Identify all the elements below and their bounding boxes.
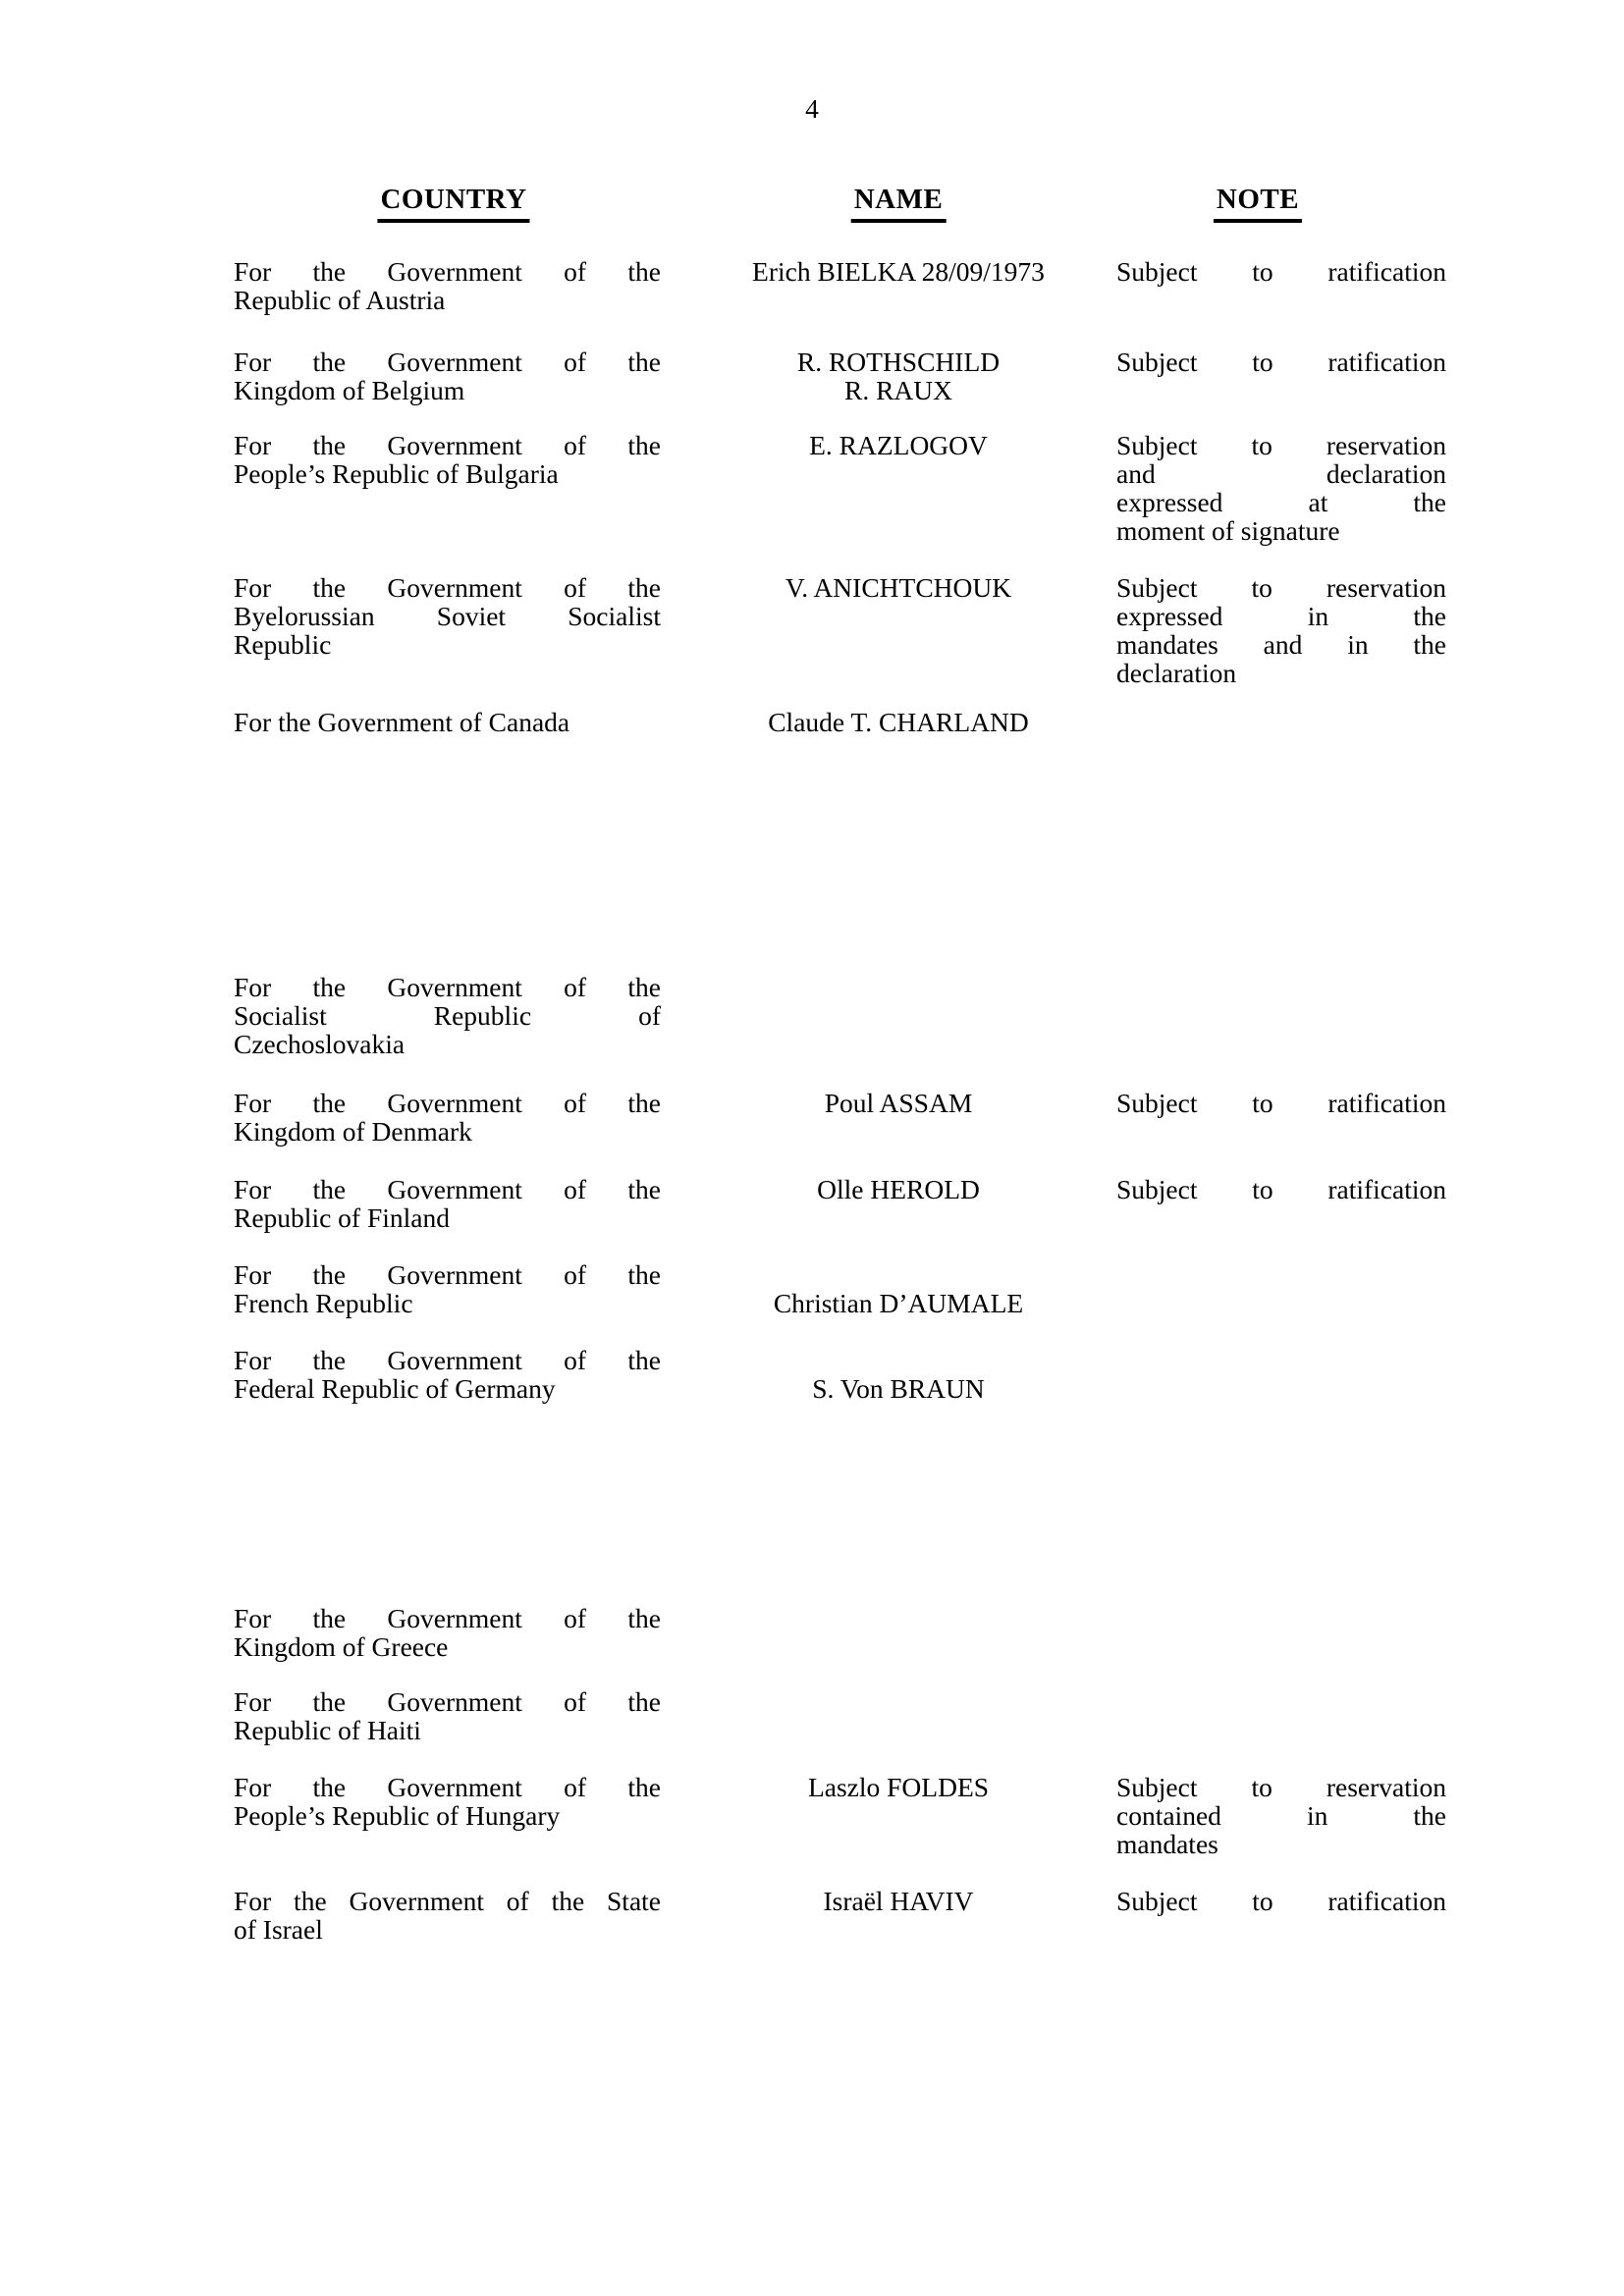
country-cell xyxy=(234,257,661,314)
country-line: People’s Republic of Bulgaria xyxy=(234,458,559,489)
country-line: For the Government of the xyxy=(234,347,661,377)
country-cell xyxy=(234,1687,661,1744)
signatory-name-line: R. ROTHSCHILD xyxy=(796,347,1001,377)
country-line: Byelorussian Soviet Socialist xyxy=(234,601,661,631)
country-line: For the Government of Canada xyxy=(234,707,570,737)
country-line: For the Government of the xyxy=(234,1088,661,1118)
country-line: For the Government of the xyxy=(234,256,661,287)
country-cell xyxy=(234,347,661,404)
column-header-name: NAME xyxy=(851,186,947,223)
country-line: Republic of Finland xyxy=(234,1202,450,1233)
country-line: Federal Republic of Germany xyxy=(234,1373,556,1404)
country-cell xyxy=(234,1604,661,1661)
signatory-name-line: Christian D’AUMALE xyxy=(773,1288,1024,1318)
note-cell xyxy=(1116,1089,1446,1117)
name-cell xyxy=(697,1175,1100,1203)
note-line: mandates and in the xyxy=(1116,629,1446,660)
note-line: contained in the xyxy=(1116,1800,1446,1831)
country-cell xyxy=(234,973,661,1058)
country-line: Kingdom of Greece xyxy=(234,1631,449,1662)
country-line: For the Government of the xyxy=(234,1259,661,1290)
country-cell xyxy=(234,1773,661,1830)
country-cell xyxy=(234,1260,661,1317)
note-line: moment of signature xyxy=(1116,515,1340,546)
country-line: Republic xyxy=(234,629,332,660)
note-cell xyxy=(1116,1773,1446,1858)
note-line: and declaration xyxy=(1116,458,1446,489)
note-cell xyxy=(1116,347,1446,376)
name-cell xyxy=(697,257,1100,286)
country-cell xyxy=(234,708,661,736)
column-header-note: NOTE xyxy=(1214,186,1302,223)
signatory-name-line: Laszlo FOLDES xyxy=(807,1772,990,1802)
note-line: Subject to reservation xyxy=(1116,572,1446,603)
note-line: expressed in the xyxy=(1116,601,1446,631)
note-line: Subject to ratification xyxy=(1116,1088,1446,1118)
note-line: Subject to reservation xyxy=(1116,1772,1446,1802)
signatory-name-line: E. RAZLOGOV xyxy=(809,430,988,460)
country-line: For the Government of the xyxy=(234,1603,661,1633)
note-line: declaration xyxy=(1116,658,1237,688)
signatory-name-line: Erich BIELKA 28/09/1973 xyxy=(752,256,1045,287)
name-cell xyxy=(697,1773,1100,1801)
note-line: Subject to ratification xyxy=(1116,256,1446,287)
country-cell xyxy=(234,431,661,488)
country-cell xyxy=(234,1346,661,1403)
name-cell xyxy=(697,1346,1100,1403)
name-cell xyxy=(697,431,1100,459)
signatory-name-line: R. RAUX xyxy=(843,375,952,405)
country-line: For the Government of the State xyxy=(234,1886,661,1916)
country-line: French Republic xyxy=(234,1288,413,1318)
country-line: Kingdom of Belgium xyxy=(234,375,465,405)
country-line: People’s Republic of Hungary xyxy=(234,1800,561,1831)
signatory-name-line: Claude T. CHARLAND xyxy=(768,707,1029,737)
country-line: For the Government of the xyxy=(234,1345,661,1375)
name-cell xyxy=(697,1260,1100,1317)
signatory-name-line: Israël HAVIV xyxy=(823,1886,974,1916)
note-line: expressed at the xyxy=(1116,487,1446,517)
note-cell xyxy=(1116,1887,1446,1915)
country-line: For the Government of the xyxy=(234,1686,661,1717)
country-cell xyxy=(234,1089,661,1146)
country-line: Czechoslovakia xyxy=(234,1029,406,1059)
country-line: of Israel xyxy=(234,1914,323,1945)
column-header-country: COUNTRY xyxy=(377,186,529,223)
country-line: Kingdom of Denmark xyxy=(234,1116,472,1147)
name-cell xyxy=(697,708,1100,736)
note-cell xyxy=(1116,431,1446,545)
name-cell xyxy=(697,1089,1100,1117)
signatory-name-line: S. Von BRAUN xyxy=(812,1373,985,1404)
note-line: Subject to ratification xyxy=(1116,1174,1446,1204)
country-line: Socialist Republic of xyxy=(234,1000,661,1031)
note-cell xyxy=(1116,1175,1446,1203)
country-cell xyxy=(234,573,661,659)
name-cell xyxy=(697,573,1100,602)
note-cell xyxy=(1116,573,1446,687)
country-line: For the Government of the xyxy=(234,572,661,603)
table-header-row xyxy=(0,186,1624,225)
country-cell xyxy=(234,1887,661,1944)
note-line: Subject to ratification xyxy=(1116,1886,1446,1916)
country-line: For the Government of the xyxy=(234,430,661,460)
page-number: 4 xyxy=(805,93,819,124)
country-line: For the Government of the xyxy=(234,1772,661,1802)
note-cell xyxy=(1116,257,1446,286)
name-cell xyxy=(697,1887,1100,1915)
country-line: For the Government of the xyxy=(234,972,661,1002)
note-line: mandates xyxy=(1116,1829,1218,1859)
signatory-name-line: Olle HEROLD xyxy=(817,1174,980,1204)
signatory-name-line: V. ANICHTCHOUK xyxy=(785,572,1012,603)
name-offset-line xyxy=(697,1346,1100,1374)
country-line: Republic of Haiti xyxy=(234,1715,421,1745)
signatory-name-line: Poul ASSAM xyxy=(824,1088,973,1118)
note-line: Subject to reservation xyxy=(1116,430,1446,460)
note-line: Subject to ratification xyxy=(1116,347,1446,377)
name-offset-line xyxy=(697,1260,1100,1289)
name-cell xyxy=(697,347,1100,404)
country-line: Republic of Austria xyxy=(234,285,446,315)
country-line: For the Government of the xyxy=(234,1174,661,1204)
country-cell xyxy=(234,1175,661,1232)
